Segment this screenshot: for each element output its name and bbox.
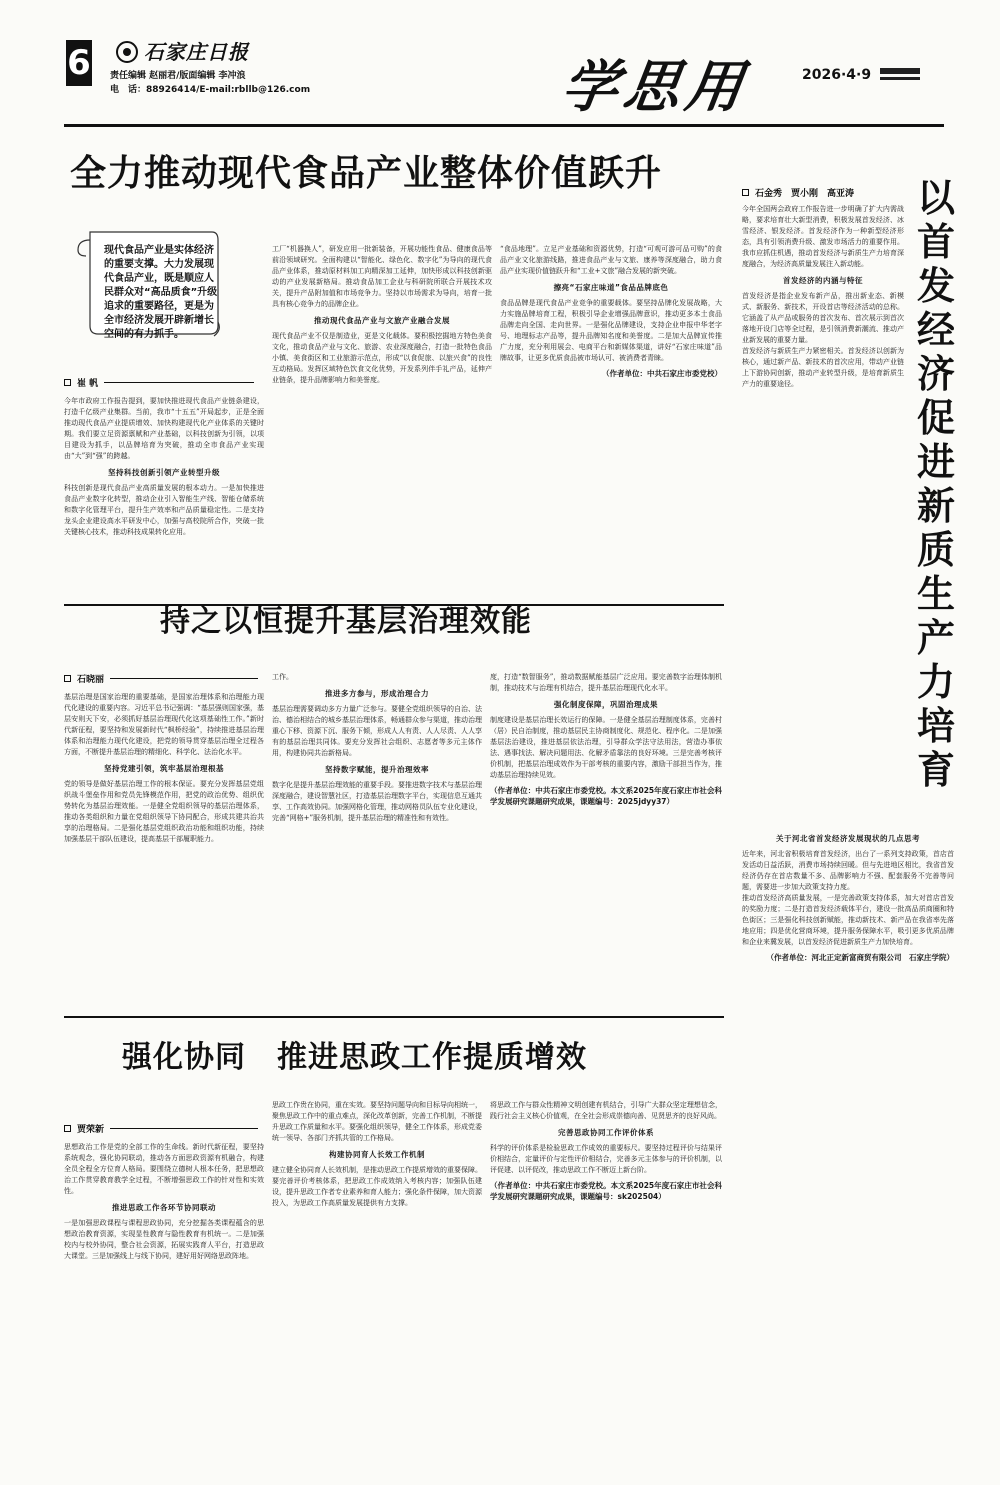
paragraph: 数字化是提升基层治理效能的重要手段。要推进数字技术与基层治理深度融合，建设智慧社区，打造基层治理数字平台，实现信息互通共享、工作高效协同。加强网格化管理，推动网格员队伍专业化建设，完善“网格+”服务机制，提升基层治理的精准性和有效性。 xyxy=(272,781,482,822)
article4-headline: 以首发经济促进新质生产力培育 xyxy=(916,176,955,792)
article3-headline: 强化协同 推进思政工作提质增效 xyxy=(122,1040,587,1075)
contact-line: 电 话：88926414/E-mail:rbllb@126.com xyxy=(110,85,311,95)
subheading: 完善思政协同工作评价体系 xyxy=(558,1128,654,1137)
article3-author: 贾荣新 xyxy=(77,1125,105,1135)
subheading: 擦亮“石家庄味道”食品品牌底色 xyxy=(553,283,669,292)
section-divider xyxy=(64,1016,724,1018)
byline-rule xyxy=(110,678,258,679)
editors-line: 责任编辑 赵丽君/版面编辑 李冲浪 xyxy=(110,71,246,81)
paragraph: 基层治理需要调动多方力量广泛参与。要健全党组织领导的自治、法治、德治相结合的城乡基层治理体系，畅通群众参与渠道，推动治理重心下移、资源下沉、服务下倾，形成人人有责、人人尽责、人人享有的基层治理共同体。要充分发挥社会组织、志愿者等多元主体作用，构建协同共治新格局。 xyxy=(272,705,482,757)
author-note: （作者单位：中共石家庄市委党校。本文系2025年度石家庄市社会科学发展研究课题研究成果，课题编号：sk202504） xyxy=(490,1181,722,1201)
paragraph: 今年全国两会政府工作报告进一步明确了扩大内需战略，要求培育壮大新型消费，积极发展首发经济、冰雪经济、银发经济。首发经济作为一种新型经济形态，具有引领消费升级、激发市场活力的重要作用。我市应抓住机遇，推动首发经济与新质生产力培育深度融合，为经济高质量发展注入新动能。 xyxy=(742,205,904,268)
article2-col3 xyxy=(490,672,722,1006)
paragraph: 思想政治工作是党的全部工作的生命线。新时代新征程，要坚持系统观念，强化协同联动，推动各方面思政资源有机融合，构建全员全程全方位育人格局。要围绕立德树人根本任务，把思想政治工作贯穿教育教学全过程，不断增强思政工作的针对性和实效性。 xyxy=(64,1143,264,1195)
article1-headline: 全力推动现代食品产业整体价值跃升 xyxy=(70,153,663,194)
article4-lower xyxy=(742,828,954,1462)
article4-upper xyxy=(742,204,904,824)
paper-logo xyxy=(116,40,249,64)
article1-lead: 现代食品产业是实体经济的重要支撑。大力发展现代食品产业，既是顺应人民群众对“高品质食”升级追求的重要路径，更是为全市经济发展开辟新增长空间的有力抓手。 xyxy=(104,245,218,340)
paragraph: 食品品牌是现代食品产业竞争的重要载体。要坚持品牌化发展战略，大力实施品牌培育工程，积极引导企业增强品牌意识，推动更多本土食品品牌走向全国、走向世界。一是强化品牌建设，支持企业申报中华老字号、地理标志产品等，提升品牌知名度和美誉度。二是加大品牌宣传推广力度，充分利用展会、电商平台和新媒体渠道，讲好“石家庄味道”品牌故事，让更多优质食品被市场认可、被消费者青睐。 xyxy=(500,299,722,362)
subheading: 坚持科技创新引领产业转型升级 xyxy=(108,468,220,477)
subheading: 关于河北省首发经济发展现状的几点思考 xyxy=(776,834,920,843)
article1-author: 崔 帆 xyxy=(77,379,99,389)
byline-box-icon xyxy=(64,675,71,682)
masthead xyxy=(64,12,944,130)
paragraph: 思政工作贵在协同，重在实效。要坚持问题导向和目标导向相统一，聚焦思政工作中的重点难点，深化改革创新，完善工作机制，不断提升思政工作质量和水平。要强化组织领导，健全工作体系，形成党委统一领导、各部门齐抓共管的工作格局。 xyxy=(272,1101,482,1142)
paragraph: 制度建设是基层治理长效运行的保障。一是健全基层治理制度体系，完善村（居）民自治制度，推动基层民主协商制度化、规范化、程序化。二是加强基层法治建设，推进基层依法治理，引导群众学法守法用法，营造办事依法、遇事找法、解决问题用法、化解矛盾靠法的良好环境。三是完善考核评价机制，把基层治理成效作为干部考核的重要内容，激励干部担当作为，推动基层治理持续见效。 xyxy=(490,716,722,779)
column-name: 学思用 xyxy=(557,54,753,120)
author-note: （作者单位：中共石家庄市委党校。本文系2025年度石家庄市社会科学发展研究课题研究成果，课题编号：2025jdyy37） xyxy=(490,786,722,806)
subheading: 坚持党建引领，筑牢基层治理根基 xyxy=(104,764,224,773)
subheading: 强化制度保障，巩固治理成果 xyxy=(554,700,658,709)
paragraph: 将思政工作与群众性精神文明创建有机结合，引导广大群众坚定理想信念，践行社会主义核心价值观，在全社会形成崇德向善、见贤思齐的良好风尚。 xyxy=(490,1101,722,1120)
author-note: （作者单位：中共石家庄市委党校） xyxy=(602,369,722,378)
paragraph: 一是加强思政课程与课程思政协同，充分挖掘各类课程蕴含的思想政治教育资源，实现显性教育与隐性教育有机统一。二是加强校内与校外协同，整合社会资源，拓展实践育人平台，打造思政大课堂。三是加强线上与线下协同，建好用好网络思政阵地。 xyxy=(64,1219,264,1260)
byline-box-icon xyxy=(64,1125,71,1132)
paragraph: 党的领导是做好基层治理工作的根本保证。要充分发挥基层党组织战斗堡垒作用和党员先锋模范作用，把党的政治优势、组织优势转化为基层治理效能。一是健全党组织领导的基层治理体系，推动各类组织和力量在党组织领导下协同配合，形成共建共治共享的治理格局。二是强化基层党组织政治功能和组织功能，持续加强基层干部队伍建设，提高基层干部履职能力。 xyxy=(64,780,264,843)
paragraph: 工作。 xyxy=(272,673,293,681)
paragraph: 科技创新是现代食品产业高质量发展的根本动力。一是加快推进食品产业数字化转型，推动企业引入智能生产线、智能仓储系统和数字化管理平台，提升生产效率和产品质量稳定性。二是支持龙头企业建设高水平研发中心，加强与高校院所合作，突破一批关键核心技术，推动科技成果转化应用。 xyxy=(64,484,264,536)
paragraph: 基层治理是国家治理的重要基础，是国家治理体系和治理能力现代化建设的重要内容。习近平总书记强调：“基层强则国家强，基层安则天下安，必须抓好基层治理现代化这项基础性工作。”新时代新征程，要坚持和发展新时代“枫桥经验”，持续推进基层治理体系和治理能力现代化建设，把党的领导贯穿基层治理全过程各方面，不断提升基层治理的精细化、科学化、法治化水平。 xyxy=(64,693,264,756)
byline-rule xyxy=(110,1128,258,1129)
article3-col2 xyxy=(272,1100,482,1462)
paragraph: 工厂“机器换人”，研发应用一批新装备，开展功能性食品、健康食品等前沿领域研究。全面构建以“智能化、绿色化、数字化”为导向的现代食品产业体系，推动原材料加工向精深加工延伸，加快形成以科技创新驱动的产业发展新格局。推动食品加工企业与科研院所联合开展技术攻关，提升产品附加值和市场竞争力。坚持以市场需求为导向，培育一批具有核心竞争力的品牌企业。 xyxy=(272,245,492,308)
article1-col2 xyxy=(272,244,492,596)
issue-date: 2026·4·9 xyxy=(802,67,872,83)
paragraph: 科学的评价体系是检验思政工作成效的重要标尺。要坚持过程评价与结果评价相结合，定量评价与定性评价相结合，完善多元主体参与的评价机制，以评促建、以评促改，推动思政工作不断迈上新台阶。 xyxy=(490,1144,722,1174)
masthead-rule xyxy=(64,124,944,127)
paragraph: 近年来，河北省积极培育首发经济，出台了一系列支持政策，首店首发活动日益活跃，消费市场持续回暖。但与先进地区相比，我省首发经济仍存在首店数量不多、品牌影响力不强、配套服务不完善等问题，需要进一步加大政策支持力度。 xyxy=(742,850,954,891)
paragraph: “食品地理”。立足产业基础和资源优势，打造“可观可游可品可购”的食品产业文化旅游线路，推进食品产业与文旅、康养等深度融合，助力食品产业实现价值链跃升和“工业+文旅”融合发展的新突破。 xyxy=(500,245,722,275)
paragraph: 首发经济是指企业发布新产品，推出新业态、新模式、新服务、新技术，开设首店等经济活动的总称。它涵盖了从产品或服务的首次发布、首次展示到首次落地开设门店等全过程，是引领消费新潮流、推动产业新发展的重要力量。 xyxy=(742,292,904,344)
paragraph: 建立健全协同育人长效机制，是推动思政工作提质增效的重要保障。要完善评价考核体系，把思政工作成效纳入考核内容；加强队伍建设，提升思政工作者专业素养和育人能力；强化条件保障，加大资源投入，为思政工作高质量发展提供有力支撑。 xyxy=(272,1166,482,1207)
subheading: 坚持数字赋能，提升治理效率 xyxy=(325,765,429,774)
byline-box-icon xyxy=(64,379,71,386)
article1-col1 xyxy=(64,396,264,610)
article2-col1 xyxy=(64,692,264,1006)
article2-headline: 持之以恒提升基层治理效能 xyxy=(160,604,532,639)
subheading: 首发经济的内涵与特征 xyxy=(783,276,863,285)
paragraph: 现代食品产业不仅是制造业，更是文化载体。要积极挖掘地方特色美食文化，推动食品产业与文化、旅游、农业深度融合，打造一批特色食品小镇、美食街区和工业旅游示范点，形成“以食促旅、以旅兴食”的良性互动格局。发挥区域特色饮食文化优势，开发系列伴手礼产品，延伸产业链条，提升品牌影响力和美誉度。 xyxy=(272,332,492,384)
article2-col2 xyxy=(272,672,482,1006)
article3-col3 xyxy=(490,1100,722,1462)
paragraph: 首发经济与新质生产力紧密相关。首发经济以创新为核心，通过新产品、新技术的首次应用，带动产业链上下游协同创新，推动产业转型升级，是培育新质生产力的重要途径。 xyxy=(742,347,904,388)
subheading: 推进思政工作各环节协同联动 xyxy=(112,1203,216,1212)
article4-author: 石金秀 贾小刚 高亚涛 xyxy=(755,189,855,199)
byline-box-icon xyxy=(742,189,749,196)
article1-lead-box xyxy=(72,226,222,338)
article1-byline xyxy=(64,376,254,389)
article3-col1 xyxy=(64,1142,264,1462)
paragraph: 今年市政府工作报告提到，要加快推进现代食品产业链条建设，打造千亿级产业集群。当前，我市“十五五”开局起步，正是全面推动现代食品产业提质增效、加快构建现代化产业体系的关键时期。我们要立足资源禀赋和产业基础，以科技创新为引领，以项目建设为抓手，以品牌培育为突破，推动全市食品产业实现由“大”到“强”的跨越。 xyxy=(64,397,264,460)
article2-author: 石晓丽 xyxy=(77,675,105,685)
byline-rule xyxy=(104,382,254,383)
article1-col3 xyxy=(500,244,722,596)
subheading: 构建协同育人长效工作机制 xyxy=(329,1150,425,1159)
logo-seal-icon xyxy=(116,41,138,63)
article4-byline xyxy=(742,186,854,199)
subheading: 推动现代食品产业与文旅产业融合发展 xyxy=(314,316,450,325)
paragraph: 推动首发经济高质量发展，一是完善政策支持体系，加大对首店首发的奖励力度；二是打造首发经济载体平台，建设一批高品质商圈和特色街区；三是强化科技创新赋能，推动新技术、新产品在我省率先落地应用；四是优化营商环境，提升服务保障水平，吸引更多优质品牌和企业来冀发展，以首发经济促进新质生产力加快培育。 xyxy=(742,894,954,946)
page-number: 6 xyxy=(66,40,92,86)
paragraph: 度，打造“数智服务”，推动数据赋能基层广泛应用。要完善数字治理体制机制，推动技术与治理有机结合，提升基层治理现代化水平。 xyxy=(490,673,722,692)
article3-byline xyxy=(64,1122,258,1135)
paper-name: 石家庄日报 xyxy=(144,40,249,64)
author-note: （作者单位：河北正定新富商贸有限公司 石家庄学院） xyxy=(766,953,954,962)
subheading: 推进多方参与，形成治理合力 xyxy=(325,689,429,698)
article2-byline xyxy=(64,672,258,685)
weekday-mark xyxy=(880,68,920,80)
